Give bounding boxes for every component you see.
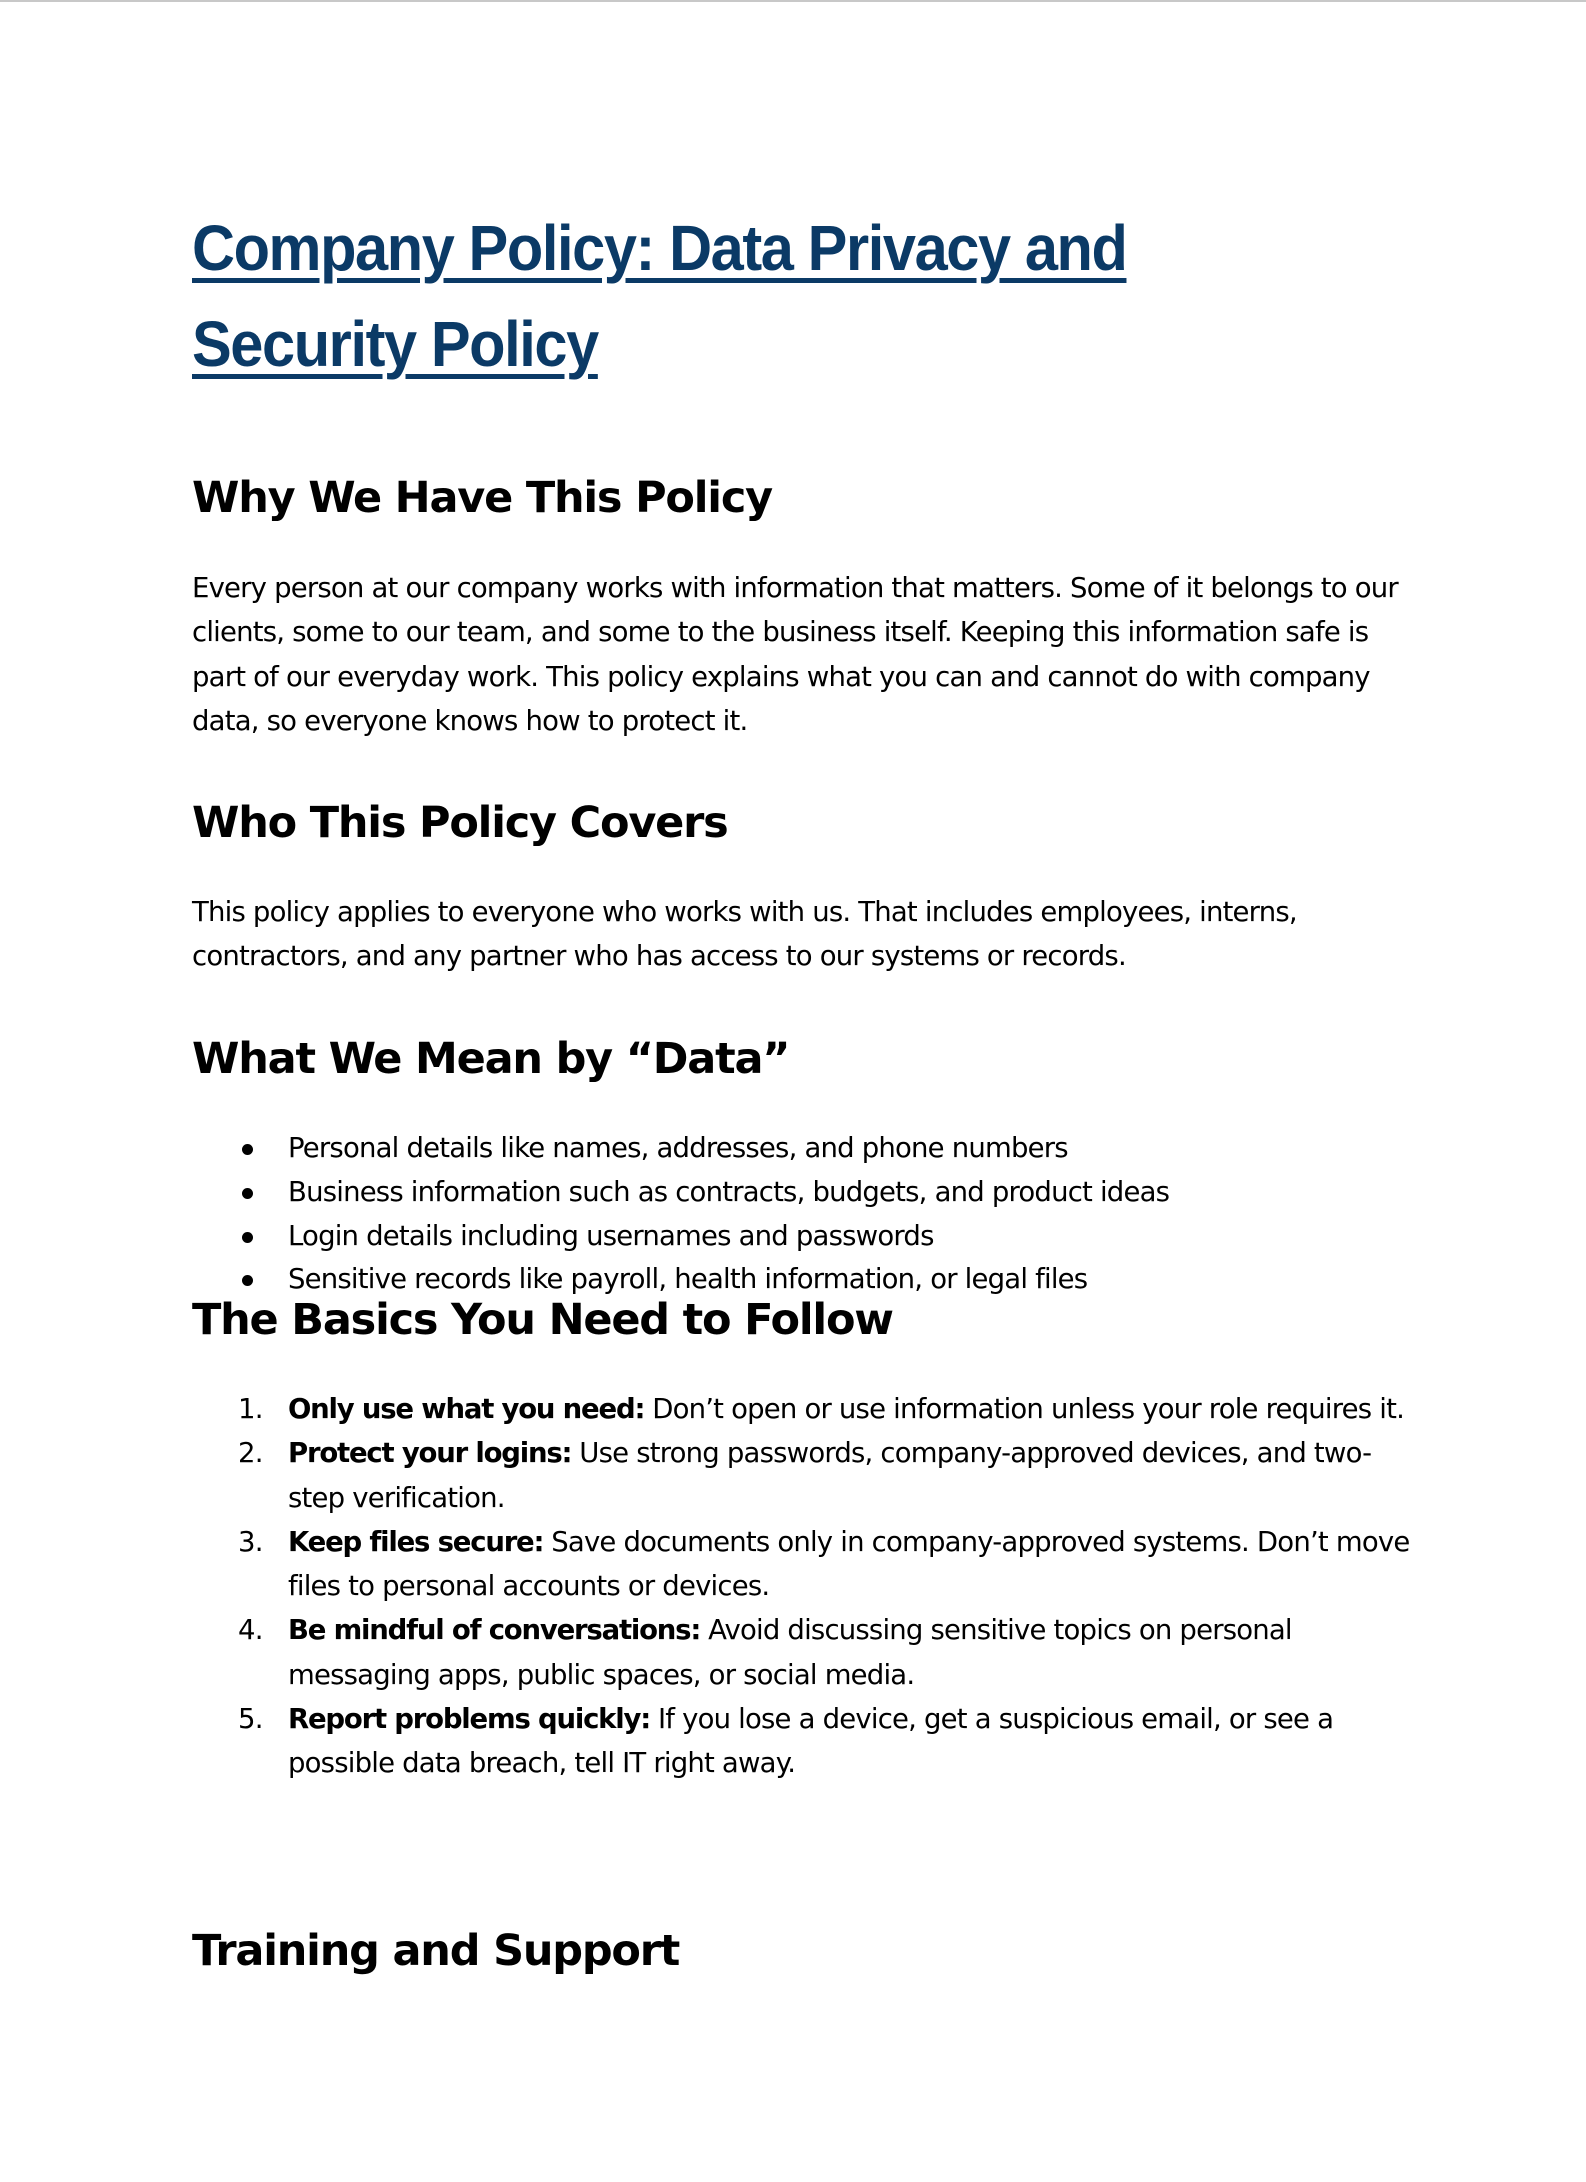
section-paragraph-why: Every person at our company works with information that matters. Some of it belongs to our clients, some to our team, and some to the business itself. Keeping this information safe is part of our everyday work. This policy explains what you can and cannot do with company data, so everyone knows how to protect it. [192,572,1398,737]
bullet-item [192,1215,1412,1259]
item-lead: Be mindful of conversations: [288,1614,701,1647]
section-heading-training: Training and Support [192,1926,680,1976]
numbered-item [192,1431,1412,1520]
item-lead: Report problems quickly: [288,1703,651,1736]
numbered-item [192,1608,1412,1697]
item-number: 4. [238,1614,263,1647]
bullet-dot-icon [242,1232,253,1243]
basics-numbered-list [192,1387,1412,1786]
bullet-dot-icon [242,1275,253,1286]
section-paragraph-who: This policy applies to everyone who works with us. That includes employees, interns, contractors, and any partner who has access to our systems or records. [192,896,1297,973]
bullet-item [192,1171,1412,1215]
item-number: 5. [238,1703,263,1736]
document-title-text: Company Policy: Data Privacy and Security Policy [192,212,1127,380]
item-text: If you lose a device, get a suspicious email, or see a possible data breach, tell IT right away. [288,1703,1334,1780]
section-heading-data: What We Mean by “Data” [192,1034,790,1084]
section-heading-who: Who This Policy Covers [192,798,728,848]
bullet-text: Login details including usernames and passwords [288,1219,934,1252]
item-lead: Protect your logins: [288,1437,572,1470]
section-heading-basics: The Basics You Need to Follow [192,1295,893,1345]
section-heading-why: Why We Have This Policy [192,473,772,523]
item-text: Use strong passwords, company-approved devices, and two-step verification. [288,1437,1372,1514]
bullet-text: Personal details like names, addresses, and phone numbers [288,1132,1068,1164]
item-lead: Only use what you need: [288,1393,645,1425]
bullet-dot-icon [242,1188,253,1199]
numbered-item [192,1697,1412,1786]
page-top-border [0,0,1586,2]
data-bullet-list [192,1127,1412,1302]
bullet-text: Business information such as contracts, budgets, and product ideas [288,1175,1170,1208]
bullet-item [192,1127,1412,1171]
item-number: 2. [238,1437,263,1470]
item-text: Avoid discussing sensitive topics on personal messaging apps, public spaces, or social media. [288,1614,1292,1691]
item-number: 1. [238,1393,263,1425]
bullet-text: Sensitive records like payroll, health information, or legal files [288,1263,1088,1296]
item-text: Don’t open or use information unless your role requires it. [644,1393,1405,1425]
item-number: 3. [238,1525,263,1558]
item-text: Save documents only in company-approved systems. Don’t move files to personal accounts or devices. [288,1525,1410,1603]
document-title [192,200,1308,392]
numbered-item [192,1387,1412,1431]
item-lead: Keep files secure: [288,1525,544,1558]
bullet-dot-icon [242,1144,253,1155]
numbered-item [192,1520,1412,1609]
